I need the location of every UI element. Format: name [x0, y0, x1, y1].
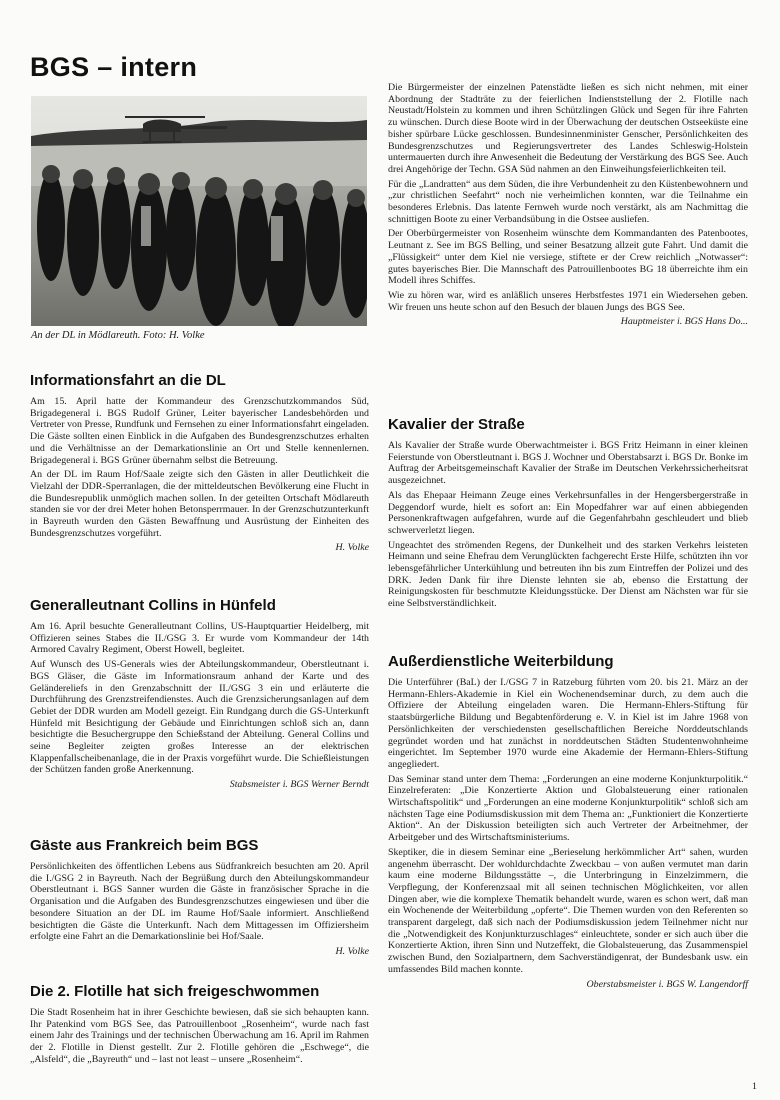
article-paragraph: Ungeachtet des strömenden Regens, der Dunkelheit und des starken Verkehrs leisteten Heimann und seine Ehefrau dem Verunglückten fachgerecht Erste Hilfe, schützten ihn vor lebensgefährlicher Unterkühlung und betreuten ihn bis zum Eintreffen der Polizei und des DRK. Jeden Dank für ihre Dienste lehnten sie ab, ebenso die Erstattung der Reinigungskosten für beschmutzte Kleidungsstücke. Der Dienst am Nächsten war für sie eine Selbstverständlichkeit.	[388, 539, 748, 610]
page-number: 1	[752, 1081, 757, 1092]
article-paragraph: Am 15. April hatte der Kommandeur des Grenzschutzkommandos Süd, Brigadegeneral i. BGS Rudolf Grüner, Leiter bayerischer Landesbehörden und Vertreter von Presse, Rundfunk und Fernsehen zu einer Informationsfahrt eingeladen. Die Gäste sollten einen Einblick in die Aufgaben des Bundesgrenzschutzes erhalten und die Verhältnisse an der Demarkationslinie an Ort und Stelle kennenlernen. Brigadegeneral i. BGS Grüner übernahm selbst die Betreuung.	[30, 396, 369, 466]
article-heading: Generalleutnant Collins in Hünfeld	[30, 597, 276, 614]
article-paragraph: Die Bürgermeister der einzelnen Patenstädte ließen es sich nicht nehmen, mit einer Abordnung der Stadträte zu der feierlichen Indienststellung der 2. Flotille nach Neustadt/Holstein zu kommen und ihren Schützlingen Glück und Segen für ihre Fahrten zu wünschen. Durch diese Boote wird in der Überwachung der deutschen Ostseeküste eine bisher spürbare Lücke geschlossen. Bundesinnenminister Genscher, Persönlichkeiten des Bundesgrenzschutzes und Regierungsvertreter des Landes Schleswig-Holstein untermauerten durch ihre Anwesenheit die Bedeutung der Verstärkung des BGS See. Auch drei Angehörige der Techn. GSA Süd nahmen an den Einweihungsfeierlichkeiten teil.	[388, 82, 748, 175]
article-paragraph: Persönlichkeiten des öffentlichen Lebens aus Südfrankreich besuchten am 20. April die I./GSG 2 in Bayreuth. Nach der Begrüßung durch den Abteilungskommandeur Oberstleutnant i. BGS Sanner wurden die Gäste in französischer Sprache in die Organisation und die Aufgaben des Bundesgrenzschutzes eingewiesen und über die besondere Situation an der DL im Raume Hof/Saale informiert. Anschließend besichtigten die Gäste die Unterkunft. Nach dem Mittagessen im Offiziersheim erfolgte eine Fahrt an die Demarkationslinie bei Hof/Saale.	[30, 861, 369, 943]
article-weiterbildung	[388, 653, 748, 990]
article-paragraph: Der Oberbürgermeister von Rosenheim wünschte dem Kommandanten des Patenbootes, Leutnant z. See im BGS Belling, und seiner Besatzung allzeit gute Fahrt. Und damit die „Flüssigkeit“ unter dem Kiel nie versiege, stiftete er der Crew reichlich „Notwasser“: gutes bayerisches Bier. Die Mannschaft des Patrouillenbootes BG 18 überreichte ihm ein Modell ihres Schiffes.	[388, 228, 748, 287]
article-signature: Stabsmeister i. BGS Werner Berndt	[229, 779, 369, 791]
news-photo	[31, 96, 367, 326]
article-paragraph: Die Unterführer (BaL) der I./GSG 7 in Ratzeburg führten vom 20. bis 21. März an der Hermann-Ehlers-Akademie in Kiel ein Wochenendseminar durch, zu dem auch die Offiziere der Abteilung eingeladen waren. Die Hermann-Ehlers-Stiftung für staatsbürgerliche Bildung und Begabtenförderung e. V. in Kiel ist im Jahre 1968 von Persönlichkeiten der verschiedensten gesellschaftlichen Bereiche Norddeutschlands gegründet worden und hat zunächst in norddeutschen Städten Studentenwohnheime eingerichtet. Im September 1970 wurde eine Akademie der Hermann-Ehlers-Stiftung angegliedert.	[388, 677, 748, 770]
article-heading: Die 2. Flotille hat sich freigeschwommen	[30, 983, 320, 1000]
article-paragraph: Die Stadt Rosenheim hat in ihrer Geschichte bewiesen, daß sie sich behaupten kann. Ihr Patenkind vom BGS See, das Patrouillenboot „Rosenheim“, wurde nach fast einem Jahr des Trainings und der technischen Überwachung am 16. April im Rahmen der 2. Flotille in Dienst gestellt. Zur 2. Flotille gehören die „Eschwege“, die „Alsfeld“, die „Bayreuth“ und – last not least – unsere „Rosenheim“.	[30, 1007, 369, 1065]
article-collins	[30, 597, 369, 791]
article-signature: H. Volke	[335, 945, 369, 957]
article-paragraph: Für die „Landratten“ aus dem Süden, die ihre Verbundenheit zu den Küstenbewohnern und „zur christlichen Seefahrt“ noch nie verheimlichen konnten, war die Teilnahme ein besonderes Erlebnis. Das latente Fernweh wurde noch verstärkt, als am Nachmittag die schnittigen Boote zu einer Verbandsübung in die Ostsee ausliefen.	[388, 178, 748, 225]
masthead-title: BGS – intern	[30, 52, 198, 82]
article-heading: Außerdienstliche Weiterbildung	[388, 653, 614, 670]
article-paragraph: An der DL im Raum Hof/Saale zeigte sich den Gästen in aller Deutlichkeit die Vielzahl der DDR-Sperranlagen, die der mitteldeutschen Bevölkerung eine Flucht in die Bundesrepublik unmöglich machen sollen. In der geteilten Ortschaft Mödlareuth standen sie vor der drei Meter hohen Betonsperrmauer. In der Grenzschutzunterkunft in Bayreuth wurden den Gästen Bewaffnung und Ausrüstung der Einheiten des Bundesgrenzschutzes vorgeführt.	[30, 469, 369, 539]
article-signature: H. Volke	[335, 542, 369, 554]
article-flotille	[30, 983, 369, 1069]
article-paragraph: Skeptiker, die in diesem Seminar eine „Berieselung herkömmlicher Art“ sahen, wurden angenehm überrascht. Der wohldurchdachte Zweckbau – von außen vermutet man darin kaum eine moderne Bildungsstätte –, die Unterbringung in Einzelzimmern, die Verpflegung, der Konferenzsaal mit all seinen technischen Möglichkeiten, vor allen Dingen aber, wie die komplexe Thematik behandelt wurde, waren es schon wert, daß man ein Wochenende der Weiterbildung „opferte“. Die Themen wurden von den Referenten so transparent dargelegt, daß sich nach der Podiumsdiskussion jedem Teilnehmer nicht nur die „Notwendigkeit des Konjunkturzuschlages“ einleuchtete, sonder er sich auch über die Konzertierte Aktion, ihren Sinn und Nutzeffekt, die Globalsteuerung, das Zusammenspiel zwischen Bund, den Sozialpartnern, dem Sachverständigenrat, der Bundesbank usw. ein umfassendes Bild machen konnte.	[388, 846, 748, 975]
photo-image	[31, 96, 367, 326]
article-paragraph: Das Seminar stand unter dem Thema: „Forderungen an eine moderne Konjunkturpolitik.“ Einzelreferaten: „Die Konzertierte Aktion und Globalsteuerung einer rationalen Wirtschaftspolitik“ und „Forderungen an eine moderne Konjunkturpolitik“ schloß sich am nächsten Tage eine Podiumsdiskussion mit dem Thema an: „Funktioniert die Konzertierte Aktion“. An der Diskussion beteiligten sich auch Vertreter der Arbeitnehmer, der Arbeitgeber und des Wirtschaftsministeriums.	[388, 773, 748, 844]
photo-caption: An der DL in Mödlareuth. Foto: H. Volke	[31, 330, 205, 341]
article-signature: Oberstabsmeister i. BGS W. Langendorff	[586, 978, 748, 990]
article-signature: Hauptmeister i. BGS Hans Do...	[620, 316, 748, 328]
article-flotille-continued	[388, 82, 748, 328]
article-paragraph: Als das Ehepaar Heimann Zeuge eines Verkehrsunfalles in der Hengersbergerstraße in Deggendorf wurde, hielt es sofort an: Ein Mopedfahrer war auf einen abbiegenden Personenkraftwagen aufgefahren, wurde auf die Gegenfahrbahn geschleudert und blieb schwerverletzt liegen.	[388, 489, 748, 536]
article-paragraph: Wie zu hören war, wird es anläßlich unseres Herbstfestes 1971 ein Wiedersehen geben. Wir freuen uns heute schon auf den Besuch der blauen Jungs des BGS See.	[388, 289, 748, 313]
article-paragraph: Als Kavalier der Straße wurde Oberwachtmeister i. BGS Fritz Heimann in einer kleinen Feierstunde von Oberstleutnant i. BGS J. Wochner und Oberstabsarzt i. BGS Dr. Bonke im Auftrag der Arbeitsgemeinschaft Kavalier der Straße im Deutschen Verkehrssicherheitsrat ausgezeichnet.	[388, 440, 748, 487]
article-heading: Gäste aus Frankreich beim BGS	[30, 837, 259, 854]
article-paragraph: Auf Wunsch des US-Generals wies der Abteilungskommandeur, Oberstleutnant i. BGS Gläser, die Gäste im Informationsraum anhand der Karte und des Geländereliefs in den Grenzabschnitt der II./GSG 3 ein und erläuterte die Durchführung des Grenzstreifendienstes. Auch die Grenzsicherungsanlagen auf dem Gebiet der DDR wurden am Modell gezeigt. Ein Rundgang durch die GS-Unterkunft Hünfeld mit Besichtigung der Gebäude und Einrichtungen schloß sich an, dann besichtigte die Besuchergruppe den Schießstand der Abteilung. General Collins und seine Begleiter zeigten großes Interesse an der elektrischen Klappenfallscheibenanlage, die in der Praxis vorgeführt wurde. Die Schießleistungen der Schützen fanden große Anerkennung.	[30, 659, 369, 776]
article-heading: Kavalier der Straße	[388, 416, 525, 433]
article-frankreich	[30, 837, 369, 958]
article-kavalier	[388, 416, 748, 613]
article-paragraph: Am 16. April besuchte Generalleutnant Collins, US-Hauptquartier Heidelberg, mit Offizieren seines Stabes die II./GSG 3. Er wurde vom Kommandeur der 14th Armored Cavalry Regiment, Oberst Howell, begleitet.	[30, 621, 369, 656]
article-heading: Informationsfahrt an die DL	[30, 372, 226, 389]
article-informationsfahrt	[30, 372, 369, 554]
